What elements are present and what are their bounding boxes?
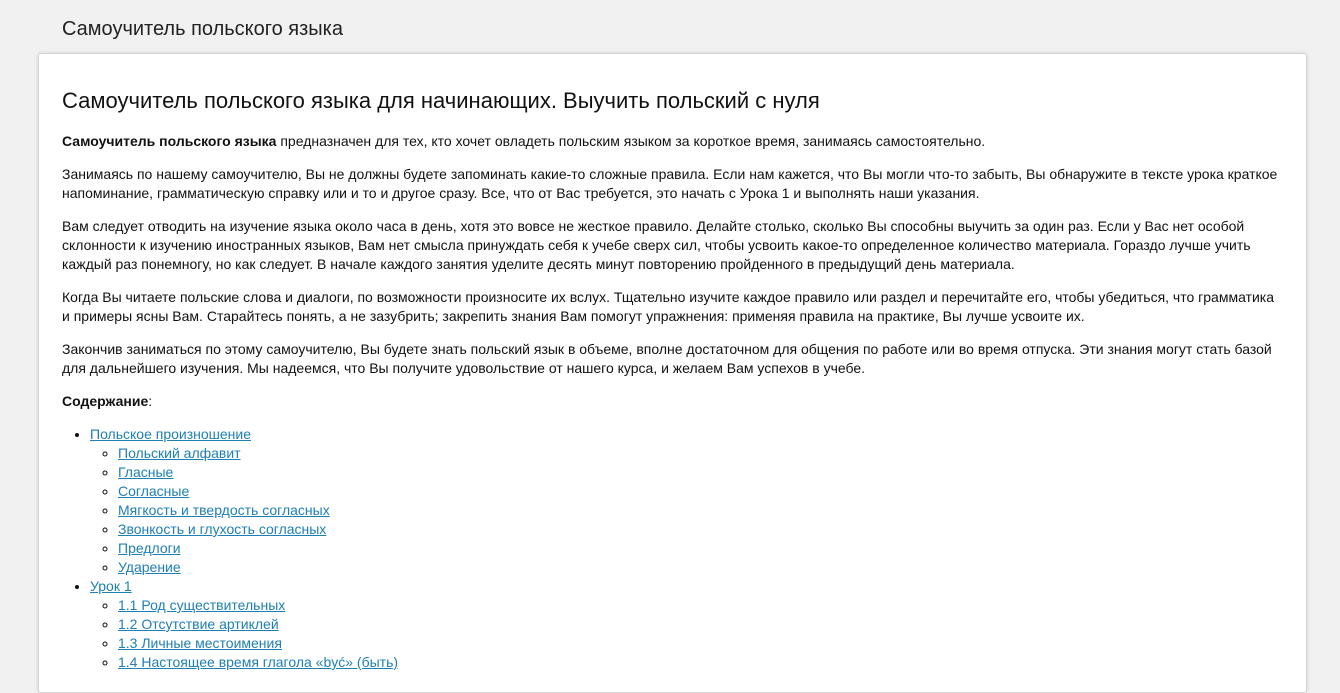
toc-link-lesson-1[interactable]: Урок 1 bbox=[90, 578, 132, 594]
toc-item bbox=[118, 463, 1284, 482]
paragraph-5: Закончив заниматься по этому самоучителю, Вы будете знать польский язык в объеме, вполне достаточном для общения по работе или во время отпуска. Эти знания могут стать базой для дальнейшего изучения. Мы надеемся, что Вы получите удовольствие от нашего курса, и желаем Вам успехов в учебе. bbox=[62, 341, 1272, 376]
intro-text: предназначен для тех, кто хочет овладеть польским языком за короткое время, занимаясь самостоятельно. bbox=[276, 133, 986, 149]
toc-section bbox=[90, 425, 1284, 577]
toc-link[interactable]: 1.2 Отсутствие артиклей bbox=[118, 616, 279, 632]
toc-item bbox=[118, 482, 1284, 501]
intro-paragraph bbox=[62, 132, 1284, 151]
site-title[interactable]: Самоучитель польского языка bbox=[62, 18, 343, 40]
toc-item bbox=[118, 634, 1284, 653]
toc-section bbox=[90, 577, 1284, 672]
toc-link[interactable]: Мягкость и твердость согласных bbox=[118, 502, 330, 518]
toc-item bbox=[118, 539, 1284, 558]
toc-link[interactable]: Гласные bbox=[118, 464, 174, 480]
toc-link[interactable]: 1.3 Личные местоимения bbox=[118, 635, 282, 651]
toc-link[interactable]: Предлоги bbox=[118, 540, 181, 556]
paragraph-2: Занимаясь по нашему самоучителю, Вы не должны будете запоминать какие-то сложные правила. Если нам кажется, что Вы могли что-то забыть, Вы обнаружите в тексте урока краткое напоминание, грамматическую справку или и то и другое сразу. Все, что от Вас требуется, это начать с Урока 1 и выполнять наши указания. bbox=[62, 166, 1278, 201]
toc-link-pronunciation[interactable]: Польское произношение bbox=[90, 426, 252, 442]
paragraph-4: Когда Вы читаете польские слова и диалоги, по возможности произносите их вслух. Тщательно изучите каждое правило или раздел и перечитайте его, чтобы убедиться, что грамматика и примеры ясны Вам. Старайтесь понять, а не зазубрить; закрепить знания Вам помогут упражнения: применяя правила на практике, Вы лучше усвоите их. bbox=[62, 289, 1275, 324]
toc-item bbox=[118, 615, 1284, 634]
toc-item bbox=[118, 520, 1284, 539]
toc-link[interactable]: Согласные bbox=[118, 483, 190, 499]
toc-sublist bbox=[90, 444, 1284, 577]
toc-sublist bbox=[90, 596, 1284, 672]
toc-item bbox=[118, 653, 1284, 672]
toc-item bbox=[118, 444, 1284, 463]
content-card bbox=[38, 53, 1307, 693]
page-title: Самоучитель польского языка для начинающих. Выучить польский с нуля bbox=[62, 88, 820, 113]
toc-link[interactable]: Польский алфавит bbox=[118, 445, 241, 461]
toc-link[interactable]: Ударение bbox=[118, 559, 181, 575]
table-of-contents bbox=[62, 425, 1284, 672]
toc-heading-colon: : bbox=[148, 393, 153, 409]
toc-link[interactable]: Звонкость и глухость согласных bbox=[118, 521, 327, 537]
toc-item bbox=[118, 501, 1284, 520]
toc-item bbox=[118, 558, 1284, 577]
paragraph-3: Вам следует отводить на изучение языка около часа в день, хотя это вовсе не жесткое правило. Делайте столько, сколько Вы способны выучить за один раз. Если у Вас нет особой склонности к изучению иностранных языков, Вам нет смысла принуждать себя к учебе сверх сил, чтобы усвоить какое-то определенное количество материала. Гораздо лучше учить каждый раз понемногу, но как следует. В начале каждого занятия уделите десять минут повторению пройденного в предыдущий день материала. bbox=[62, 218, 1251, 272]
toc-heading bbox=[62, 392, 1284, 411]
intro-bold-text: Самоучитель польского языка bbox=[62, 133, 277, 149]
toc-link[interactable]: 1.1 Род существительных bbox=[118, 597, 286, 613]
toc-link[interactable]: 1.4 Настоящее время глагола «być» (быть) bbox=[118, 654, 399, 670]
toc-heading-label: Содержание bbox=[62, 393, 149, 409]
article bbox=[62, 54, 1284, 672]
toc-item bbox=[118, 596, 1284, 615]
